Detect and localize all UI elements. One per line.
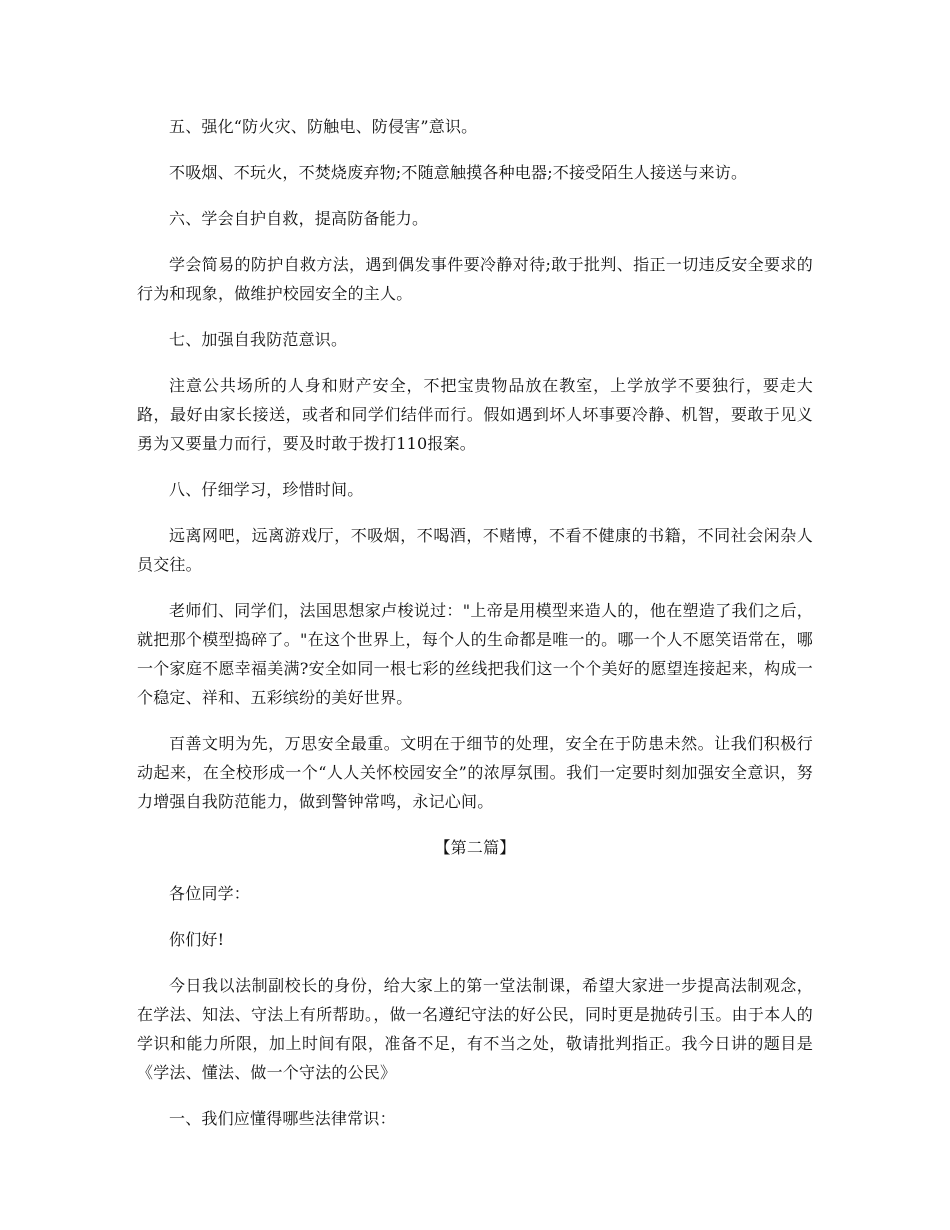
heading-study: 八、仔细学习，珍惜时间。: [169, 480, 364, 499]
paragraph-hello: 你们好!: [169, 930, 225, 949]
paragraph-rousseau-quote: 老师们、同学们，法国思想家卢梭说过："上帝是用模型来造人的，他在塑造了我们之后，就把那个模型捣碎了。"在这个世界上，每个人的生命都是唯一的。哪一个人不愿笑语常在，哪一个家庭不愿幸福美满?安全如同一根七彩的丝线把我们这一个个美好的愿望连接起来，构成一个稳定、祥和、五彩缤纷的美好世界。: [137, 601, 813, 707]
paragraph-self-protection: 注意公共场所的人身和财产安全，不把宝贵物品放在教室，上学放学不要独行，要走大路，最好由家长接送，或者和同学们结伴而行。假如遇到坏人坏事要冷静、机智，要敢于见义勇为又要量力而行，要及时敢于拨打110报案。: [137, 376, 813, 453]
heading-legal-knowledge: 一、我们应懂得哪些法律常识：: [169, 1109, 396, 1128]
heading-self-rescue: 六、学会自护自救，提高防备能力。: [169, 209, 429, 228]
paragraph-fire-safety: 不吸烟、不玩火，不焚烧废弃物;不随意触摸各种电器;不接受陌生人接送与来访。: [169, 163, 748, 182]
section-title: 【第二篇】: [434, 838, 516, 857]
heading-fire-safety: 五、强化“防火灾、防触电、防侵害”意识。: [169, 117, 478, 136]
paragraph-greeting: 各位同学：: [169, 884, 251, 903]
paragraph-study: 远离网吧，远离游戏厅，不吸烟，不喝酒，不赌博，不看不健康的书籍，不同社会闲杂人员交往。: [137, 526, 813, 574]
paragraph-safety-conclusion: 百善文明为先，万思安全最重。文明在于细节的处理，安全在于防患未然。让我们积极行动起来，在全校形成一个“人人关怀校园安全”的浓厚氛围。我们一定要时刻加强安全意识，努力增强自我防范能力，做到警钟常鸣，永记心间。: [137, 734, 813, 811]
paragraph-self-rescue: 学会简易的防护自救方法，遇到偶发事件要冷静对待;敢于批判、指正一切违反安全要求的行为和现象，做维护校园安全的主人。: [137, 255, 813, 303]
document-body: [137, 112, 813, 1150]
heading-self-protection: 七、加强自我防范意识。: [169, 330, 348, 349]
paragraph-introduction: 今日我以法制副校长的身份，给大家上的第一堂法制课，希望大家进一步提高法制观念，在学法、知法、守法上有所帮助。，做一名遵纪守法的好公民，同时更是抛砖引玉。由于本人的学识和能力所限，加上时间有限，准备不足，有不当之处，敬请批判指正。我今日讲的题目是《学法、懂法、做一个守法的公民》: [137, 976, 813, 1082]
